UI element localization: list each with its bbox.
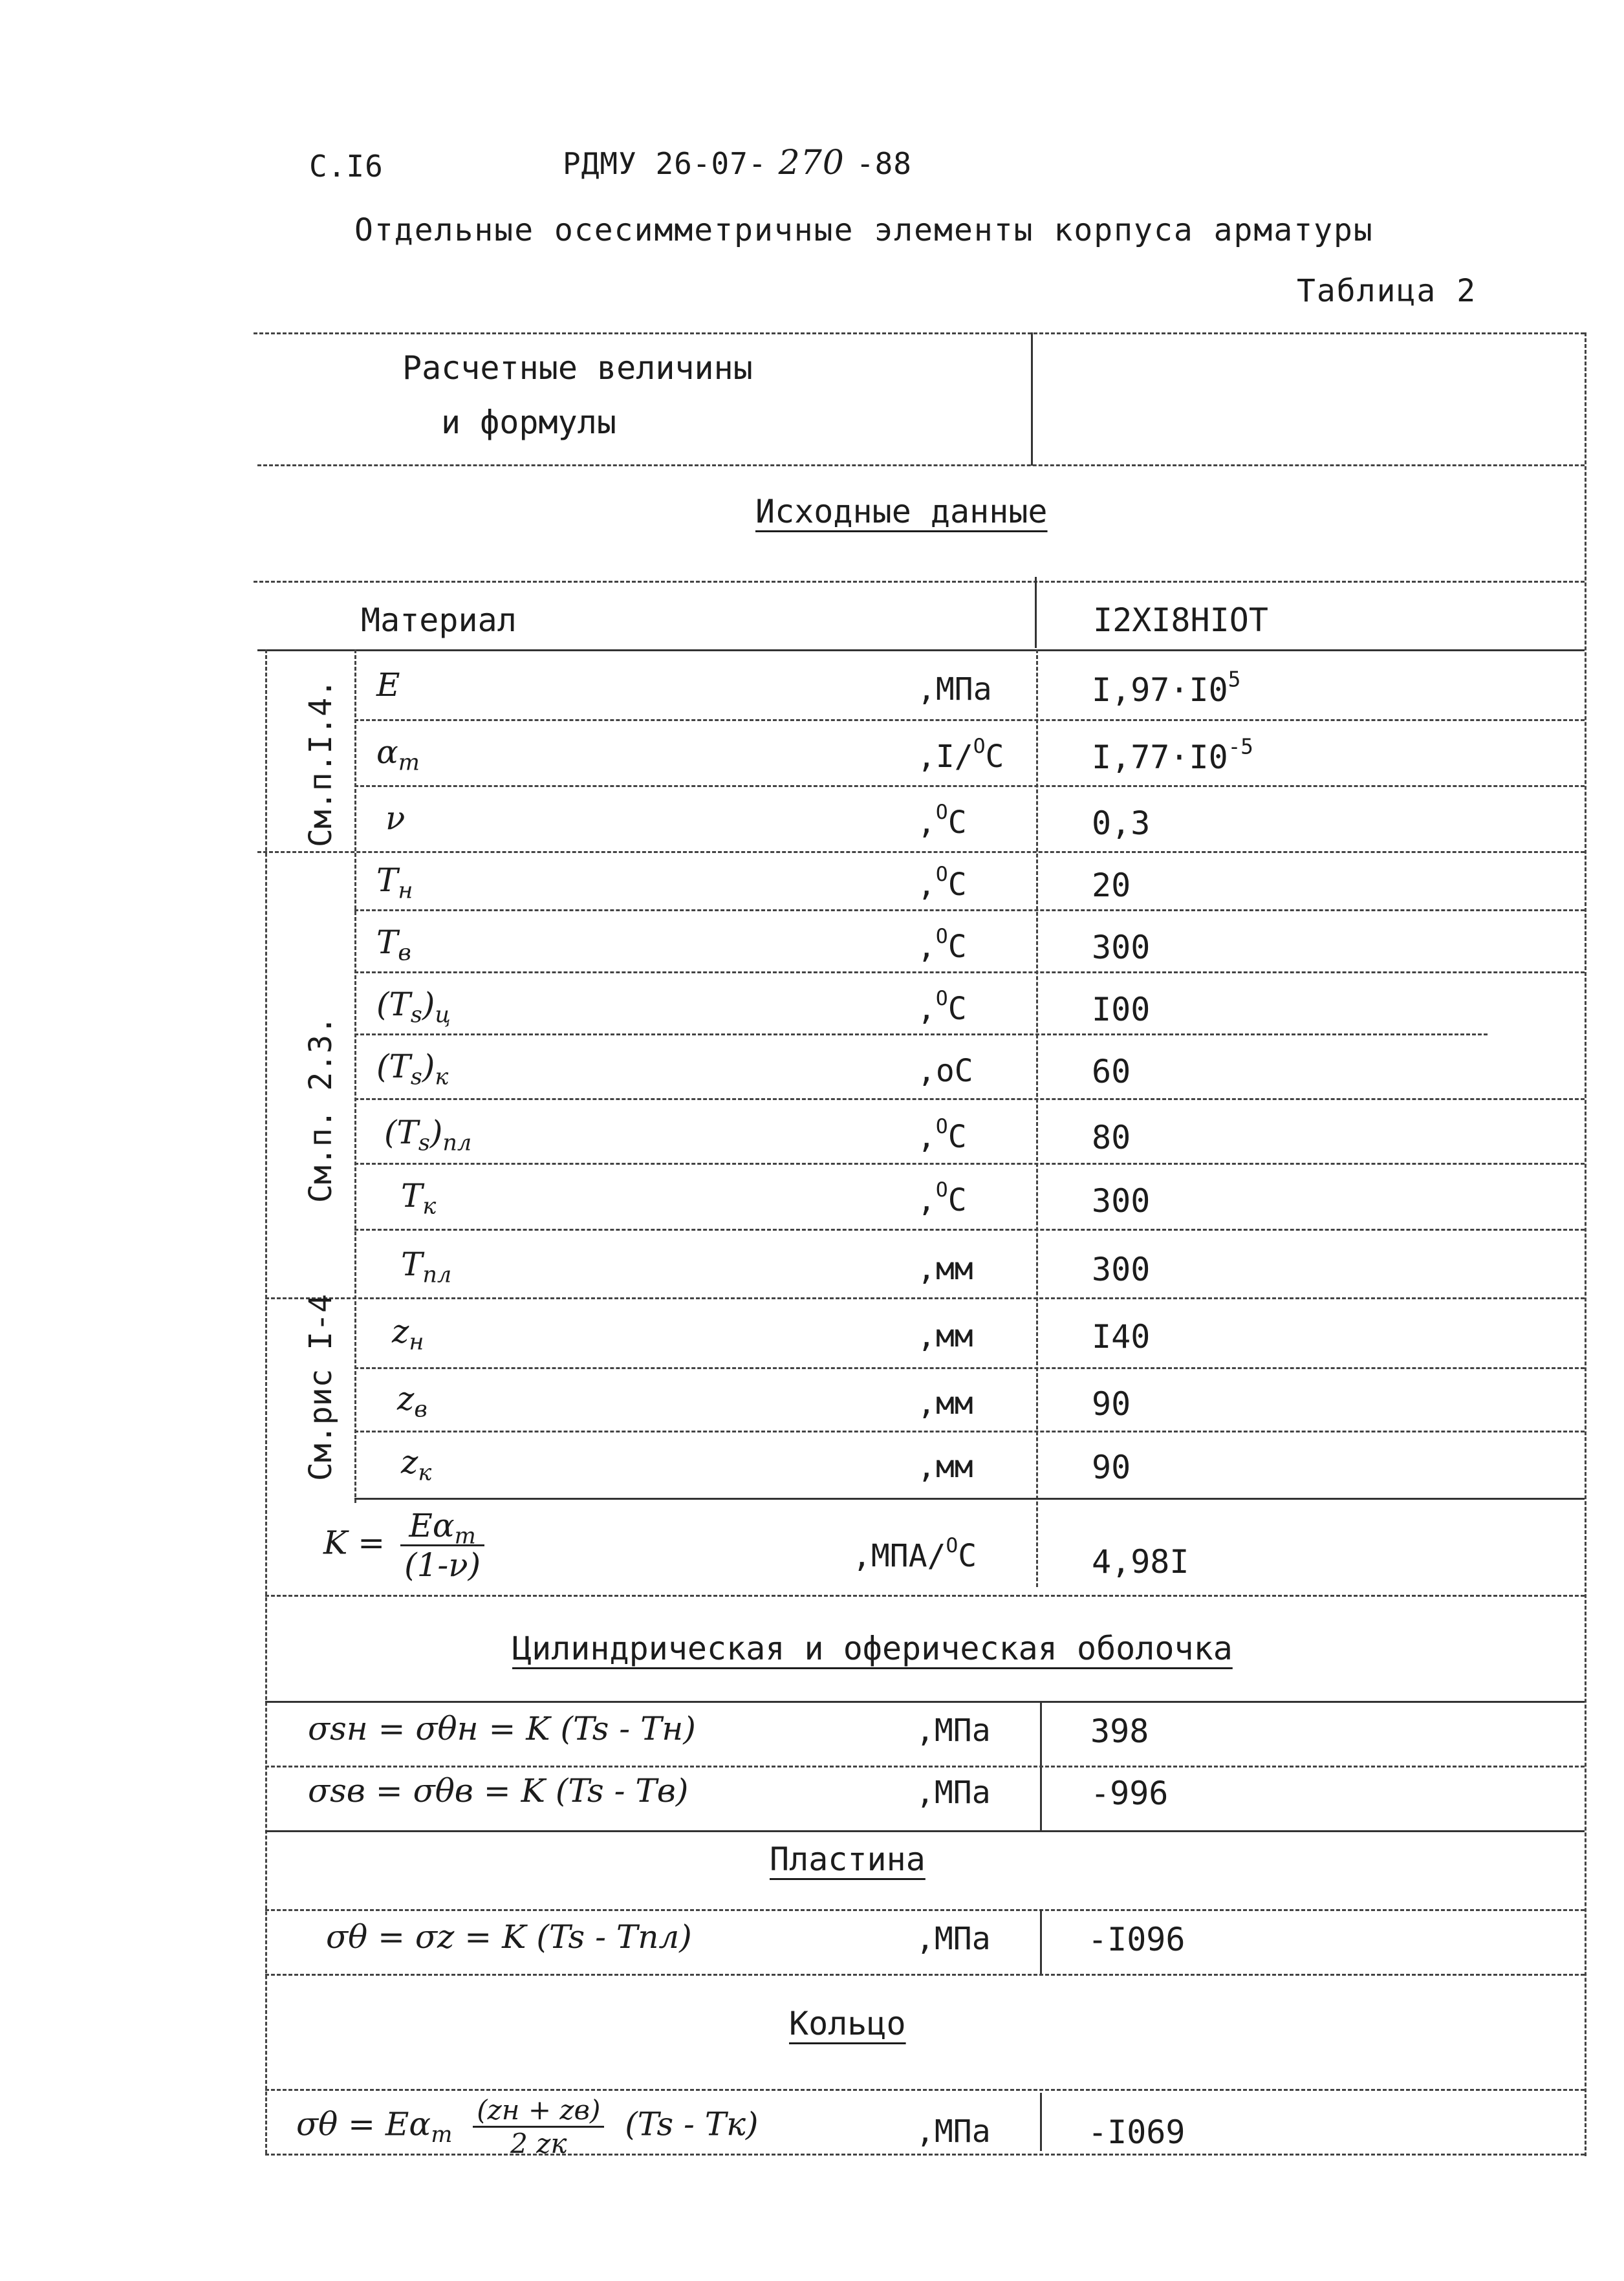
- row-value: [1092, 1385, 1131, 1423]
- table-label: Таблица 2: [1297, 273, 1477, 309]
- row-value-main: I,97·I0: [1092, 671, 1228, 709]
- group-label-1: См.п.I.4.: [303, 678, 339, 847]
- row-unit: [917, 801, 967, 841]
- group-column-divider: [354, 649, 356, 1503]
- ring-formula-numerator: (zн + zв): [473, 2094, 604, 2128]
- ring-formula: [296, 2094, 759, 2159]
- row-symbol-tail: ): [422, 1048, 435, 1085]
- plate-formula: σθ = σz = K (Ts - Tпл): [326, 1918, 692, 1956]
- shell-unit-1: ,МПа: [916, 1713, 991, 1749]
- row-unit: [917, 1251, 973, 1287]
- row-unit-main: ,I/: [917, 739, 973, 775]
- row-value-main: I,77·I0: [1092, 739, 1228, 776]
- row-symbol-sub: s: [410, 1064, 422, 1090]
- row-unit: [917, 1449, 973, 1485]
- column-header-line1: Расчетные величины: [402, 349, 753, 387]
- row-unit: [917, 925, 967, 965]
- row-unit: [917, 671, 992, 708]
- row-unit-degree: O: [935, 1178, 948, 1202]
- row-value-main: 300: [1092, 1251, 1151, 1288]
- row-sep-11: [354, 1367, 1585, 1369]
- value-column-divider: [1036, 649, 1038, 1587]
- row-symbol: [401, 1443, 432, 1486]
- doc-code: [563, 144, 912, 182]
- page-number: С.I6: [309, 149, 384, 184]
- row-value-main: 90: [1092, 1385, 1131, 1423]
- shell-value-2: -996: [1090, 1775, 1169, 1812]
- row-value-main: 60: [1092, 1053, 1131, 1090]
- row-unit-tail: C: [985, 739, 1004, 775]
- row-unit-degree: O: [935, 987, 948, 1011]
- row-symbol-main: T: [376, 924, 398, 961]
- plate-bottom-line: [265, 1974, 1585, 1976]
- row-sep-1: [354, 719, 1585, 721]
- group-label-2: См.п. 2.3.: [303, 1016, 339, 1203]
- row-unit: [917, 1115, 967, 1155]
- row-symbol-main: T: [401, 1177, 423, 1215]
- ring-value: -I069: [1088, 2113, 1186, 2151]
- row-value: [1092, 1182, 1150, 1220]
- section-title-plate: Пластина: [770, 1841, 926, 1878]
- row-symbol-tail: ): [422, 986, 435, 1023]
- material-bottom-line: [257, 649, 1585, 651]
- row-sep-13: [354, 1498, 1585, 1500]
- row-unit-main: ,: [917, 991, 936, 1027]
- ring-formula-lhs-sub: т: [431, 2122, 453, 2148]
- row-unit-degree: O: [973, 735, 986, 759]
- row-symbol: [384, 1114, 472, 1156]
- row-sep-10: [265, 1297, 1585, 1299]
- row-value: [1092, 867, 1131, 904]
- row-symbol-main: T: [376, 861, 398, 899]
- row-value-main: 300: [1092, 929, 1151, 966]
- k-row-bottom-line: [265, 1595, 1585, 1597]
- row-sep-12: [354, 1431, 1585, 1432]
- row-symbol: [392, 1313, 424, 1356]
- k-unit: [852, 1534, 977, 1574]
- row-value: [1092, 991, 1150, 1028]
- row-symbol-main: (T: [376, 1048, 411, 1085]
- row-value-main: 80: [1092, 1119, 1131, 1156]
- row-symbol-main: α: [376, 733, 398, 771]
- ring-value-divider: [1040, 2093, 1042, 2151]
- header-bottom-line: [257, 464, 1585, 466]
- material-label: Материал: [361, 601, 517, 639]
- row-sep-8: [354, 1163, 1585, 1165]
- header-divider: [1031, 332, 1033, 466]
- row-unit-tail: C: [947, 991, 967, 1027]
- plate-value: -I096: [1088, 1921, 1186, 1958]
- ring-formula-rhs: (Ts - Tк): [625, 2105, 759, 2143]
- row-symbol-sub: s: [410, 1002, 422, 1028]
- row-symbol-tail-sub: пл: [442, 1130, 472, 1156]
- column-header-line2: и формулы: [441, 404, 616, 441]
- shell-bottom-line: [265, 1830, 1585, 1832]
- row-symbol-sub: к: [422, 1193, 437, 1220]
- row-sep-9: [354, 1229, 1585, 1231]
- row-unit-main: ,oC: [917, 1053, 973, 1089]
- row-unit-main: ,мм: [917, 1318, 973, 1354]
- row-unit-main: ,мм: [917, 1251, 973, 1287]
- k-formula-numerator-sub: т: [454, 1523, 476, 1550]
- row-symbol: [397, 1380, 428, 1423]
- row-value: [1092, 1119, 1131, 1156]
- row-symbol-main: ν: [385, 799, 406, 837]
- table-top-line: [254, 332, 1585, 334]
- row-symbol-main: (T: [376, 986, 411, 1023]
- row-symbol: [376, 924, 411, 966]
- shell-formula-2: σsв = σθв = K (Ts - Tв): [308, 1772, 689, 1810]
- row-unit-main: ,МПа: [917, 671, 992, 708]
- shell-row-sep: [265, 1766, 1585, 1768]
- row-value: [1092, 1053, 1131, 1090]
- row-value: [1092, 734, 1253, 776]
- section-title-ring: Кольцо: [789, 2005, 906, 2042]
- k-formula: [323, 1507, 484, 1584]
- row-symbol-main: z: [401, 1443, 418, 1481]
- k-formula-lhs: K =: [323, 1524, 385, 1562]
- row-symbol: [385, 799, 405, 837]
- row-symbol-main: z: [392, 1313, 409, 1350]
- row-value: [1092, 929, 1150, 966]
- row-symbol-sub: т: [398, 750, 420, 776]
- row-symbol: [376, 733, 420, 776]
- k-unit-main: ,МПА/: [852, 1538, 946, 1574]
- page-title: Отдельные осесимметричные элементы корпуса арматуры: [354, 212, 1374, 248]
- row-value-main: I00: [1092, 991, 1151, 1028]
- row-symbol-tail-sub: ц: [435, 1002, 451, 1028]
- k-formula-denominator: (1-ν): [404, 1546, 481, 1584]
- ring-unit: ,МПа: [916, 2113, 991, 2150]
- plate-unit: ,МПа: [916, 1921, 991, 1957]
- material-divider: [1035, 577, 1037, 648]
- group-label-3: См.рис I-4: [303, 1294, 339, 1481]
- section-initial-bottom-line: [254, 581, 1585, 583]
- row-symbol-tail: ): [429, 1114, 443, 1151]
- row-value: [1092, 667, 1241, 709]
- section-plate-bottom-line: [265, 1909, 1585, 1911]
- ring-formula-denominator: 2 zк: [510, 2128, 567, 2159]
- row-sep-2: [354, 785, 1585, 787]
- row-unit-degree: O: [935, 1115, 948, 1139]
- row-symbol-sub: s: [418, 1130, 430, 1156]
- row-value-main: 0,3: [1092, 805, 1151, 842]
- row-unit-main: ,: [917, 1182, 936, 1218]
- row-sep-4: [354, 909, 1585, 911]
- row-sep-6: [354, 1033, 1488, 1035]
- row-unit: [917, 1053, 973, 1089]
- k-value: 4,98I: [1092, 1543, 1189, 1581]
- row-unit-degree: O: [935, 863, 948, 887]
- row-unit-degree: O: [935, 801, 948, 825]
- row-unit: [917, 1318, 973, 1354]
- row-unit: [917, 1385, 973, 1422]
- row-unit: [917, 987, 967, 1027]
- table-left-border: [265, 649, 267, 2154]
- row-unit-tail: C: [947, 867, 967, 903]
- row-value-main: I40: [1092, 1318, 1151, 1356]
- row-value-main: 300: [1092, 1182, 1151, 1220]
- row-symbol-sub: в: [414, 1396, 428, 1423]
- doc-code-year: -88: [856, 146, 912, 181]
- row-value-main: 90: [1092, 1449, 1131, 1486]
- row-unit: [917, 735, 1004, 775]
- row-symbol-sub: н: [409, 1329, 424, 1356]
- row-unit-tail: C: [947, 805, 967, 841]
- row-sep-5: [354, 971, 1585, 973]
- section-title-shell: Цилиндрическая и оферическая оболочка: [512, 1630, 1233, 1667]
- row-symbol: [401, 1177, 437, 1220]
- material-value: I2XI8HIOT: [1093, 601, 1268, 639]
- row-unit-tail: C: [947, 1182, 967, 1218]
- row-unit: [917, 863, 967, 903]
- plate-value-divider: [1040, 1909, 1042, 1974]
- k-formula-numerator: Eα: [409, 1507, 455, 1544]
- row-symbol-main: T: [401, 1246, 423, 1283]
- row-unit-main: ,: [917, 805, 936, 841]
- row-symbol-main: (T: [384, 1114, 418, 1151]
- row-unit-tail: C: [947, 929, 967, 965]
- doc-code-prefix: РДМУ 26-07-: [563, 146, 767, 181]
- row-symbol: [376, 861, 413, 904]
- row-symbol: [376, 986, 451, 1028]
- row-symbol: [376, 1048, 449, 1090]
- row-unit-main: ,: [917, 1119, 936, 1155]
- row-unit-main: ,мм: [917, 1449, 973, 1485]
- row-sep-7: [354, 1098, 1585, 1100]
- row-unit-main: ,: [917, 867, 936, 903]
- section-shell-bottom-line: [265, 1701, 1585, 1703]
- row-symbol-main: z: [397, 1380, 415, 1418]
- row-value: [1092, 1449, 1131, 1486]
- shell-formula-1: σsн = σθн = K (Ts - Tн): [308, 1710, 696, 1747]
- k-unit-tail: C: [958, 1538, 977, 1574]
- shell-value-1: 398: [1090, 1713, 1149, 1750]
- row-symbol-main: E: [376, 666, 400, 704]
- row-symbol-sub: н: [398, 878, 413, 904]
- row-symbol-tail-sub: к: [435, 1064, 449, 1090]
- doc-code-number: 270: [778, 144, 845, 182]
- row-symbol-sub: пл: [422, 1262, 452, 1288]
- row-symbol: [376, 666, 400, 704]
- shell-unit-2: ,МПа: [916, 1775, 991, 1811]
- row-value: [1092, 805, 1150, 842]
- row-unit-tail: C: [947, 1119, 967, 1155]
- ring-formula-lhs: σθ = Eα: [296, 2105, 431, 2143]
- row-symbol-sub: в: [398, 940, 411, 966]
- row-value: [1092, 1318, 1150, 1356]
- row-symbol-sub: к: [418, 1460, 432, 1486]
- k-unit-degree: O: [946, 1534, 958, 1558]
- row-value-main: 20: [1092, 867, 1131, 904]
- row-value: [1092, 1251, 1150, 1288]
- row-value-exponent: -5: [1228, 734, 1253, 759]
- row-unit: [917, 1178, 967, 1218]
- row-unit-main: ,мм: [917, 1385, 973, 1422]
- row-symbol: [401, 1246, 452, 1288]
- row-unit-degree: O: [935, 925, 948, 949]
- section-title-initial: Исходные данные: [755, 493, 1048, 530]
- section-ring-bottom-line: [265, 2089, 1585, 2091]
- row-sep-3: [257, 851, 1585, 853]
- table-right-border: [1585, 332, 1586, 2156]
- row-unit-main: ,: [917, 929, 936, 965]
- row-value-exponent: 5: [1228, 667, 1241, 692]
